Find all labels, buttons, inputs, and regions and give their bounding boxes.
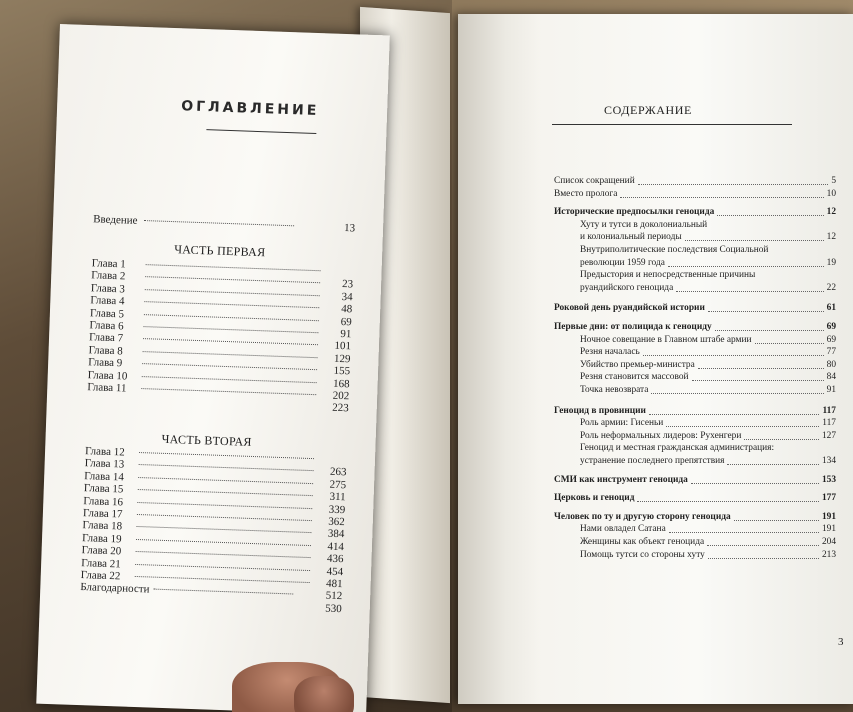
title-rule	[206, 129, 316, 134]
subsection-entry	[580, 537, 836, 549]
title-rule	[552, 124, 792, 125]
entry-page: 117	[822, 405, 836, 416]
toc-row-intro	[93, 213, 355, 235]
subsection-entry	[580, 258, 836, 270]
subsection-entry	[580, 283, 836, 295]
entry-title: Женщины как объект геноцида	[580, 537, 705, 547]
leader-dots	[139, 464, 314, 471]
entry-title: Роль неформальных лидеров: Рухенгери	[580, 430, 742, 441]
toc-label: Глава 6	[89, 319, 124, 333]
toc-page: 69	[340, 315, 352, 328]
toc-page: 129	[333, 352, 351, 366]
leader-dots	[137, 502, 312, 509]
toc-page: 48	[341, 303, 353, 316]
entry-page: 204	[821, 537, 836, 547]
leader-dots	[136, 551, 311, 558]
entry-page: 77	[826, 347, 836, 358]
toc-page: 202	[332, 389, 350, 403]
leader-dots	[638, 184, 828, 185]
leader-dots	[691, 483, 819, 484]
leader-dots	[744, 439, 819, 440]
toc-page: 414	[327, 540, 345, 554]
entry-page: 117	[822, 418, 836, 429]
entry-page: 191	[821, 524, 836, 535]
toc-label: Глава 20	[81, 544, 122, 558]
toc-label: Глава 10	[87, 368, 128, 383]
entry-page: 80	[826, 359, 836, 370]
section-entry	[554, 493, 836, 505]
entry-page: 177	[821, 493, 836, 504]
toc-label: Глава 2	[91, 269, 126, 283]
toc-page: 362	[328, 515, 345, 529]
subsection-entry	[580, 456, 836, 468]
toc-label: Глава 16	[83, 494, 124, 509]
entry-title: Вместо пролога	[554, 188, 618, 199]
toc-page: 168	[332, 377, 350, 390]
section-entry	[554, 303, 836, 315]
leader-dots	[692, 380, 824, 381]
entry-page: 69	[826, 322, 836, 332]
entry-title: Список сокращений	[554, 176, 635, 186]
entry-page: 61	[826, 303, 836, 314]
subsection-entry	[580, 245, 836, 257]
leader-dots	[707, 545, 819, 546]
part-one-heading: ЧАСТЬ ПЕРВАЯ	[173, 242, 266, 260]
section-entry	[554, 406, 836, 418]
toc-page: 13	[343, 222, 356, 235]
entry-title: Предыстория и непосредственные причины	[580, 270, 756, 281]
toc-label: Глава 4	[90, 294, 125, 308]
leader-dots	[135, 576, 310, 583]
leader-dots	[717, 215, 824, 216]
entry-page: 84	[826, 372, 836, 383]
entry-title: Резня становится массовой	[580, 372, 689, 383]
entry-title: СМИ как инструмент геноцида	[554, 474, 688, 485]
entry-title: Роль армии: Гисеньи	[580, 418, 664, 429]
leader-dots	[153, 589, 293, 595]
entry-title: Геноцид в провинции	[554, 405, 646, 416]
entry-title: Внутриполитические последствия Социальной	[580, 245, 769, 255]
subsection-entry	[580, 418, 836, 430]
entry-title: Нами овладел Сатана	[580, 524, 666, 535]
toc-page: 436	[326, 552, 344, 566]
page-title: СОДЕРЖАНИЕ	[604, 103, 692, 117]
leader-dots	[135, 564, 310, 571]
leader-dots	[698, 368, 824, 369]
leader-dots	[145, 289, 320, 296]
entry-title: Резня началась	[580, 347, 640, 358]
leader-dots	[669, 532, 819, 533]
page-gutter	[458, 14, 538, 704]
subsection-entry	[580, 347, 836, 359]
leader-dots	[142, 363, 317, 370]
leader-dots	[643, 355, 824, 356]
toc-label: Глава 14	[84, 469, 125, 484]
toc-page: 339	[328, 503, 346, 516]
toc-label: Глава 13	[84, 457, 125, 471]
toc-label: Глава 15	[83, 482, 124, 496]
entry-page: 69	[826, 334, 836, 345]
entry-page: 134	[821, 456, 836, 466]
leader-dots	[146, 264, 321, 271]
leader-dots	[727, 464, 819, 465]
leader-dots	[708, 311, 824, 312]
toc-label	[87, 403, 137, 405]
toc-page: 101	[334, 340, 352, 353]
subsection-entry	[580, 431, 836, 443]
entry-title: Роковой день руандийской истории	[554, 303, 705, 314]
entry-title: Помощь тутси со стороны хуту	[580, 549, 705, 560]
toc-label: Глава 21	[81, 556, 121, 571]
leader-dots	[651, 393, 824, 394]
entry-page: 19	[826, 257, 836, 268]
leader-dots	[143, 351, 318, 358]
entry-title: Геноцид и местная гражданская администрация:	[580, 443, 775, 454]
toc-label: Введение	[92, 213, 138, 227]
leader-dots	[136, 526, 311, 533]
toc-label: Глава 12	[84, 445, 125, 459]
leader-dots	[144, 314, 319, 321]
toc-label: Глава 1	[91, 257, 126, 271]
toc-label: Благодарности	[80, 581, 150, 596]
toc-page: 454	[326, 565, 344, 578]
toc-label: Глава 5	[89, 306, 125, 321]
page-title: ОГЛАВЛЕНИЕ	[180, 98, 320, 120]
section-entry	[554, 512, 836, 524]
toc-label: Глава 18	[82, 519, 123, 533]
entry-page: 191	[821, 511, 836, 522]
right-book	[452, 0, 853, 712]
toc-label: Глава 22	[80, 569, 121, 583]
entry-title: революции 1959 года	[580, 257, 665, 268]
subsection-entry	[580, 220, 836, 232]
toc-label: Глава 19	[81, 531, 122, 546]
entry-page: 153	[821, 474, 836, 485]
leader-dots	[136, 539, 311, 546]
entry-page: 91	[826, 385, 836, 395]
leader-dots	[708, 558, 819, 559]
entry-title: руандийского геноцида	[580, 282, 674, 293]
leader-dots	[649, 414, 819, 415]
entry-title: Первые дни: от полицида к геноциду	[554, 322, 712, 332]
subsection-entry	[580, 232, 836, 244]
entry-page: 12	[826, 232, 836, 243]
section-entry	[554, 475, 836, 487]
entry-title: и колониальный периоды	[580, 232, 682, 243]
leader-dots	[139, 452, 314, 459]
subsection-entry	[554, 189, 836, 201]
toc-label	[80, 603, 130, 605]
leader-dots	[676, 291, 824, 292]
leader-dots	[620, 197, 824, 198]
toc-page: 530	[325, 602, 342, 615]
toc-label: Глава 17	[82, 507, 123, 521]
toc-label: Глава 7	[88, 331, 124, 345]
leader-dots	[637, 501, 819, 502]
leader-dots	[666, 426, 819, 427]
toc-label: Глава 9	[87, 356, 123, 370]
leader-dots	[144, 220, 294, 226]
leader-dots	[144, 301, 319, 308]
entry-title: Убийство премьер-министра	[580, 359, 695, 370]
subsection-entry	[580, 443, 836, 455]
left-toc-page	[36, 24, 390, 712]
entry-page: 213	[821, 549, 836, 560]
leader-dots	[145, 277, 320, 284]
toc-page: 311	[329, 490, 346, 504]
finger	[294, 676, 354, 712]
section-entry	[554, 322, 836, 334]
entry-title: Ночное совещание в Главном штабе армии	[580, 334, 752, 345]
entry-page: 12	[826, 207, 836, 218]
leader-dots	[138, 489, 313, 496]
entry-page: 10	[826, 188, 836, 199]
leader-dots	[715, 330, 824, 331]
entry-page: 5	[831, 176, 836, 186]
toc-label: Глава 11	[87, 381, 127, 395]
toc-page: 384	[327, 528, 345, 541]
subsection-entry	[580, 335, 836, 347]
subsection-entry	[580, 270, 836, 282]
subsection-entry	[580, 385, 836, 397]
page-number: 3	[838, 636, 844, 648]
leader-dots	[142, 376, 317, 383]
entry-page: 127	[821, 430, 836, 441]
leader-dots	[734, 520, 819, 521]
entry-title: устранение последнего препятствия	[580, 456, 725, 466]
subsection-entry	[580, 550, 836, 562]
entry-title: Исторические предпосылки геноцида	[554, 207, 715, 218]
leader-dots	[137, 514, 312, 521]
part-two-heading: ЧАСТЬ ВТОРАЯ	[161, 431, 252, 449]
leader-dots	[755, 343, 824, 344]
toc-page: 223	[332, 402, 349, 415]
entry-title: Точка невозврата	[580, 385, 649, 395]
entry-title: Хуту и тутси в доколониальный	[580, 219, 708, 230]
leader-dots	[685, 240, 824, 241]
entry-title: Церковь и геноцид	[554, 493, 635, 504]
leader-dots	[141, 388, 316, 395]
subsection-entry	[580, 524, 836, 536]
toc-page: 275	[329, 478, 347, 492]
section-entry	[554, 207, 836, 219]
toc-label: Глава 8	[88, 343, 123, 358]
subsection-entry	[580, 360, 836, 372]
leader-dots	[143, 338, 318, 345]
subsection-entry	[580, 372, 836, 384]
leader-dots	[143, 326, 318, 333]
toc-label: Глава 3	[90, 282, 126, 296]
toc-page: 155	[333, 364, 351, 378]
entry-title: Человек по ту и другую сторону геноцида	[554, 511, 731, 522]
toc-page: 263	[329, 466, 347, 479]
toc-page: 34	[341, 290, 353, 304]
leader-dots	[668, 266, 824, 267]
toc-page: 481	[325, 577, 343, 591]
subsection-entry	[554, 176, 836, 188]
toc-page: 512	[325, 590, 343, 603]
entry-page: 22	[826, 282, 836, 293]
leader-dots	[138, 477, 313, 484]
toc-page: 23	[341, 278, 354, 291]
toc-page: 91	[340, 327, 352, 341]
right-toc-page	[458, 14, 853, 704]
